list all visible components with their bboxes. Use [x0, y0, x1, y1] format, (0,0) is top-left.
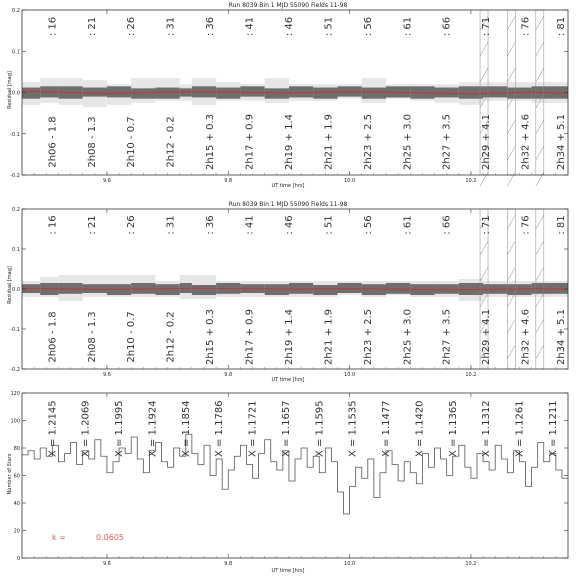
field-number-label: : 71: [481, 215, 493, 235]
y-tick-label: -0.2: [10, 367, 20, 373]
field-number-label: : 21: [86, 16, 98, 37]
residual-band-dark: [483, 86, 507, 97]
residual-panel-1: [7, 2, 568, 189]
x-tick-label: 10.2: [465, 372, 477, 378]
field-number-label: : 61: [402, 215, 414, 235]
field-number-label: : 56: [362, 16, 374, 37]
field-number-label: : 76: [520, 16, 532, 37]
field-number-label: : 76: [520, 215, 532, 235]
residual-band-dark: [386, 283, 410, 294]
hatch-line: [536, 120, 544, 134]
field-number-label: : 16: [47, 215, 59, 235]
field-coordinate-label: 2h08 - 1.3: [86, 116, 98, 168]
residual-band-dark: [362, 284, 386, 295]
residual-band-dark: [313, 285, 337, 295]
airmass-label: X = 1.1786: [214, 400, 226, 458]
x-tick-label: 9.8: [224, 561, 233, 567]
field-coordinate-label: 2h29 + 4.1: [481, 308, 493, 366]
k-label: k =: [52, 533, 66, 542]
residual-band-dark: [216, 88, 240, 99]
y-tick-label: -0.1: [10, 131, 20, 138]
x-tick-label: 9.8: [224, 178, 233, 184]
y-tick-label: -0.2: [10, 173, 20, 179]
field-coordinate-label: 2h23 + 2.5: [362, 113, 374, 171]
field-coordinate-label: 2h06 - 1.8: [47, 311, 59, 363]
field-number-label: : 46: [283, 215, 295, 235]
field-coordinate-label: 2h12 - 0.2: [165, 311, 177, 363]
k-value: 0.0605: [96, 533, 124, 542]
field-number-label: : 66: [441, 215, 453, 235]
field-coordinate-label: 2h32 + 4.6: [520, 113, 532, 171]
residual-band-dark: [192, 285, 216, 295]
airmass-label: X = 1.1365: [447, 400, 459, 458]
field-coordinate-label: 2h10 - 0.7: [126, 311, 138, 363]
field-number-label: : 26: [126, 215, 138, 235]
airmass-label: X = 1.1854: [180, 400, 192, 458]
field-number-label: : 46: [283, 16, 295, 37]
x-tick-label: 10.0: [344, 561, 356, 567]
hatch-line: [480, 68, 488, 82]
field-coordinate-label: 2h32 + 4.6: [520, 308, 532, 366]
hatch-line: [536, 267, 544, 281]
residual-band-dark: [265, 88, 289, 98]
hatch-line: [507, 241, 515, 255]
hatch-line: [507, 172, 515, 186]
airmass-label: X = 1.1420: [414, 400, 426, 458]
field-coordinate-label: 2h21 + 1.9: [323, 113, 335, 171]
hatch-line: [480, 42, 488, 56]
hatch-line: [536, 172, 544, 186]
field-number-label: : 51: [323, 16, 335, 37]
airmass-label: X = 1.1721: [247, 400, 259, 458]
y-tick-label: 20: [13, 528, 20, 535]
hatch-line: [480, 241, 488, 255]
field-number-label: : 81: [556, 215, 567, 235]
field-number-label: : 71: [481, 16, 493, 37]
hatch-line: [536, 215, 544, 229]
y-tick-label: 100: [10, 418, 20, 425]
x-tick-label: 10.2: [465, 178, 477, 184]
hatch-line: [507, 42, 515, 56]
field-number-label: : 56: [362, 215, 374, 235]
residual-band-dark: [337, 283, 361, 293]
field-coordinate-label: 2h34 + 5.1: [556, 113, 567, 171]
y-tick-label: 120: [10, 391, 20, 397]
field-number-label: : 51: [323, 215, 335, 235]
y-tick-label: 0.0: [12, 90, 20, 97]
panel-1-xlabel: UT time [hrs]: [271, 183, 305, 189]
field-coordinate-label: 2h17 + 0.9: [244, 113, 256, 171]
airmass-label: X = 1.1995: [114, 400, 126, 458]
hatch-line: [507, 319, 515, 333]
residual-panel-2: [7, 201, 568, 383]
residual-band-dark: [155, 88, 179, 99]
panel-1-ylabel: Residual [mag]: [7, 71, 13, 109]
airmass-label: X = 1.1312: [481, 400, 493, 458]
panel-3-ylabel: Number of Stars: [7, 453, 13, 495]
field-number-label: : 31: [165, 215, 177, 235]
residual-band-dark: [131, 88, 155, 98]
field-number-label: : 41: [244, 16, 256, 37]
residual-band-dark: [265, 284, 289, 295]
field-coordinate-label: 2h19 + 1.4: [283, 113, 295, 171]
field-coordinate-label: 2h12 - 0.2: [165, 116, 177, 168]
airmass-label: X = 1.1535: [347, 400, 359, 458]
field-coordinate-label: 2h15 + 0.3: [205, 308, 217, 366]
hatch-line: [480, 172, 488, 186]
airmass-label: X = 1.2069: [80, 400, 92, 458]
field-coordinate-label: 2h19 + 1.4: [283, 308, 295, 366]
hatch-line: [507, 146, 515, 160]
residual-band-dark: [362, 88, 386, 99]
airmass-label: X = 1.2145: [47, 400, 59, 458]
residual-band-dark: [240, 86, 264, 96]
field-coordinate-label: 2h15 + 0.3: [205, 113, 217, 171]
panel-2-xlabel: UT time [hrs]: [271, 377, 305, 383]
hatch-line: [536, 319, 544, 333]
hatch-line: [536, 16, 544, 30]
residual-band-dark: [83, 88, 107, 97]
field-coordinate-label: 2h21 + 1.9: [323, 308, 335, 366]
y-tick-label: 0.2: [12, 207, 20, 213]
field-number-label: : 36: [205, 16, 217, 37]
y-tick-label: 0.2: [12, 8, 20, 14]
hatch-line: [480, 267, 488, 281]
field-coordinate-label: 2h25 + 3.0: [402, 113, 414, 171]
hatch-line: [507, 16, 515, 30]
y-tick-label: -0.1: [10, 327, 20, 333]
panel-2-ylabel: Residual [mag]: [7, 266, 13, 304]
y-tick-label: 0.1: [12, 49, 20, 56]
field-coordinate-label: 2h08 - 1.3: [86, 311, 98, 363]
residual-band-dark: [22, 88, 40, 99]
residual-band-dark: [459, 283, 483, 295]
y-tick-label: 40: [13, 501, 20, 507]
panel-2-title: Run 8039 Bin 1 MJD 55090 Fields 11-98: [228, 201, 348, 208]
hatch-line: [536, 146, 544, 160]
hatch-line: [536, 42, 544, 56]
field-number-label: : 21: [86, 215, 98, 235]
hatch-line: [507, 68, 515, 82]
residual-band-dark: [507, 284, 531, 295]
field-coordinate-label: 2h06 - 1.8: [47, 116, 59, 168]
y-tick-label: 0: [16, 556, 20, 562]
field-number-label: : 16: [47, 16, 59, 37]
residual-band-dark: [107, 86, 131, 97]
panel-1-title: Run 8039 Bin 1 MJD 55090 Fields 11-98: [228, 2, 348, 9]
airmass-label: X = 1.1657: [280, 400, 292, 458]
hatch-line: [507, 267, 515, 281]
hatch-line: [507, 120, 515, 134]
x-tick-label: 9.6: [102, 561, 111, 567]
field-number-label: : 81: [556, 16, 567, 37]
airmass-label: X = 1.1595: [314, 400, 326, 458]
field-number-label: : 41: [244, 215, 256, 235]
residual-band-dark: [289, 86, 313, 97]
y-tick-label: 60: [13, 473, 20, 480]
airmass-label: X = 1.1477: [381, 400, 393, 458]
hatch-line: [536, 241, 544, 255]
hatch-line: [507, 345, 515, 359]
field-number-label: : 31: [165, 16, 177, 37]
field-coordinate-label: 2h34 + 5.1: [556, 308, 567, 366]
x-tick-label: 9.6: [102, 178, 111, 184]
x-tick-label: 10.0: [344, 372, 356, 378]
x-tick-label: 10.0: [344, 178, 356, 184]
y-tick-label: 0.1: [12, 247, 20, 253]
field-coordinate-label: 2h17 + 0.9: [244, 308, 256, 366]
hatch-line: [536, 345, 544, 359]
hatch-line: [536, 68, 544, 82]
y-tick-label: 0.0: [12, 287, 20, 293]
x-tick-label: 9.8: [224, 372, 233, 378]
field-number-label: : 36: [205, 215, 217, 235]
x-tick-label: 10.2: [465, 561, 477, 567]
residual-band-dark: [155, 284, 179, 295]
airmass-label: X = 1.1211: [547, 400, 559, 458]
residual-band-dark: [435, 88, 459, 98]
x-tick-label: 9.6: [102, 372, 111, 378]
residual-band-dark: [83, 284, 107, 293]
airmass-label: X = 1.1924: [147, 400, 159, 458]
field-number-label: : 61: [402, 16, 414, 37]
residual-band-dark: [435, 284, 459, 294]
hatch-line: [507, 215, 515, 229]
field-coordinate-label: 2h25 + 3.0: [402, 308, 414, 366]
panel-3-xlabel: UT time [hrs]: [271, 568, 305, 574]
field-coordinate-label: 2h27 + 3.5: [441, 308, 453, 366]
field-coordinate-label: 2h29 + 4.1: [481, 113, 493, 171]
star-count-panel: [7, 391, 568, 574]
residual-band-dark: [180, 88, 192, 96]
field-coordinate-label: 2h23 + 2.5: [362, 308, 374, 366]
field-coordinate-label: 2h27 + 3.5: [441, 113, 453, 171]
field-coordinate-label: 2h10 - 0.7: [126, 116, 138, 168]
field-number-label: : 66: [441, 16, 453, 37]
residual-band-dark: [313, 88, 337, 99]
residual-band-dark: [459, 86, 483, 98]
field-number-label: : 26: [126, 16, 138, 37]
y-tick-label: 80: [13, 446, 20, 452]
airmass-label: X = 1.1261: [514, 400, 526, 458]
